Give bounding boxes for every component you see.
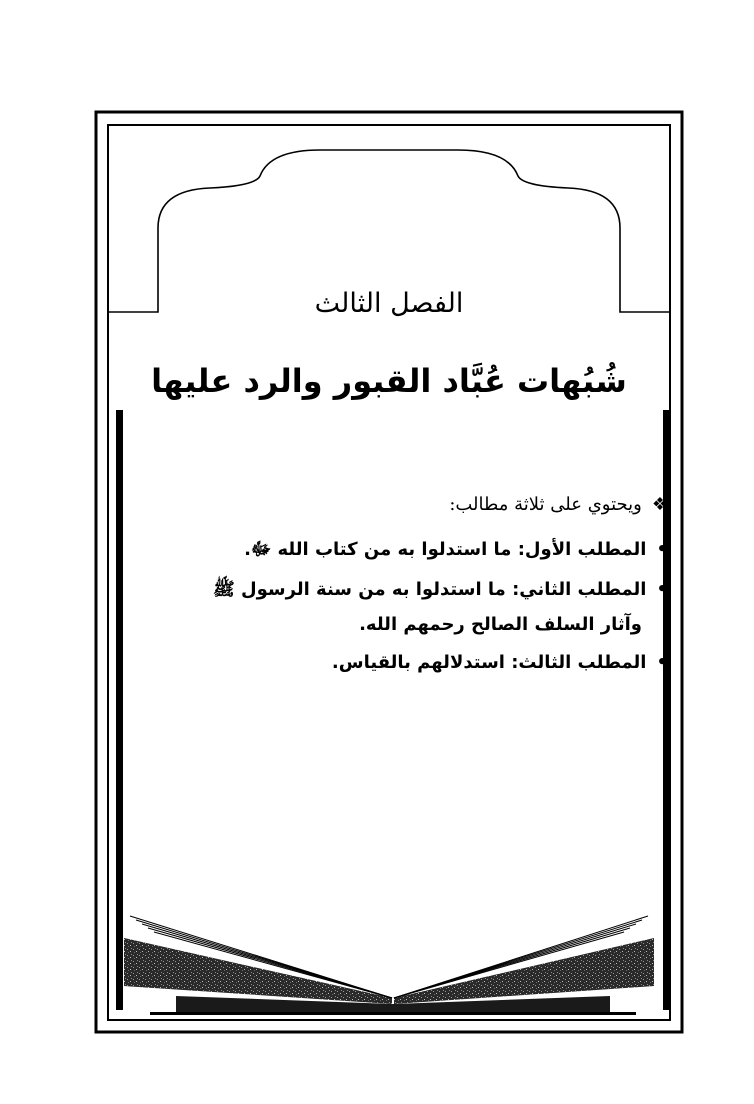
- section-item-2-continuation: وآثار السلف الصالح رحمهم الله.: [359, 614, 642, 635]
- chapter-label: الفصل الثالث: [314, 288, 464, 319]
- inner-border: [108, 125, 670, 1020]
- open-book-ornament: [124, 916, 654, 1015]
- section-item-text: المطلب الثاني: ما استدلوا به من سنة الرسول ﷺ: [213, 579, 647, 600]
- bullet-icon: •: [656, 579, 668, 600]
- bullet-icon: •: [656, 652, 668, 673]
- section-item-text: المطلب الثالث: استدلالهم بالقياس.: [331, 652, 647, 673]
- book-left-page: [124, 938, 392, 1004]
- section-item-3: [332, 652, 668, 673]
- outer-border: [96, 112, 682, 1032]
- diamond-bullet-icon: ❖: [651, 494, 668, 515]
- chapter-title: شُبُهات عُبَّاد القبور والرد عليها: [151, 362, 627, 400]
- section-item-text: المطلب الأول: ما استدلوا به من كتاب الله ﷻ.: [244, 539, 647, 560]
- contents-intro: [449, 494, 668, 515]
- intro-text: ويحتوي على ثلاثة مطالب:: [449, 494, 642, 515]
- book-base-line: [150, 1012, 636, 1015]
- section-item-1: [244, 538, 668, 564]
- section-item-2: [213, 578, 668, 604]
- book-right-page: [394, 938, 654, 1004]
- bullet-icon: •: [656, 539, 668, 560]
- book-base: [176, 996, 610, 1012]
- left-side-bar: [116, 410, 123, 1010]
